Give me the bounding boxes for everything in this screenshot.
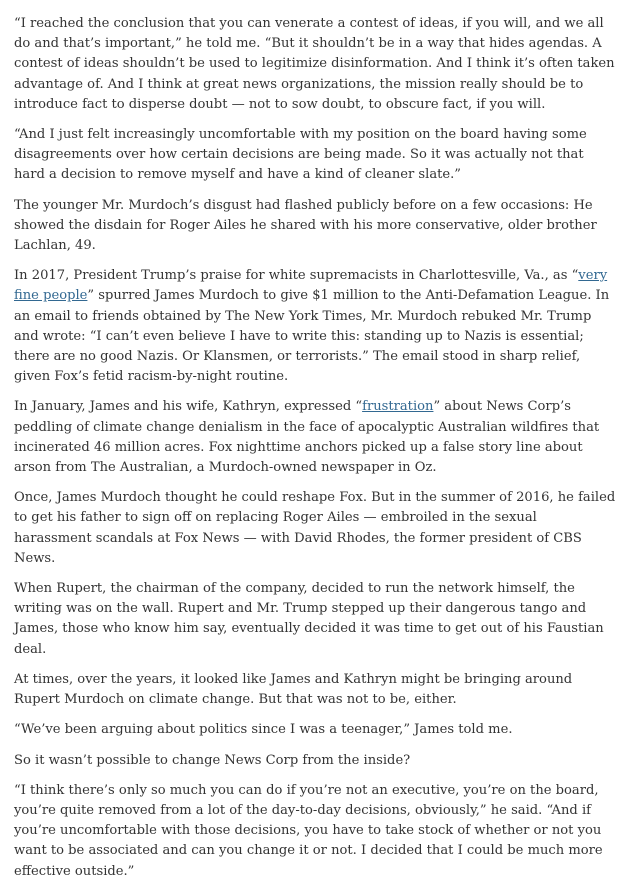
paragraph-5 (14, 397, 616, 478)
very-fine-people-link[interactable]: very fine people (14, 268, 608, 304)
paragraph-text: “I reached the conclusion that you can venerate a contest of ideas, if you will, and we all do and that’s important,” he told me. “But it shouldn’t be in a way that hides agendas. A contest of ideas shouldn’t be used to legitimize disinformation. And I think it’s often taken advantage of. And I think at great news organizations, the mission really should be to introduce fact to disperse doubt — not to sow doubt, to obscure fact, if you will. (14, 16, 615, 112)
article-body (14, 14, 616, 892)
paragraph-1 (14, 14, 616, 115)
paragraph-7 (14, 579, 616, 660)
paragraph-text: “And I just felt increasingly uncomfortable with my position on the board having some disagreements over how certain decisions are being made. So it was actually not that hard a decision to remove myself and have a kind of cleaner slate.” (14, 127, 587, 183)
paragraph-11 (14, 781, 616, 882)
paragraph-10 (14, 751, 616, 771)
paragraph-text: Once, James Murdoch thought he could reshape Fox. But in the summer of 2016, he failed to get his father to sign off on replacing Roger Ailes — embroiled in the sexual harassment scandals at Fox News — with David Rhodes, the former president of CBS News. (14, 490, 616, 566)
paragraph-text: “We’ve been arguing about politics since I was a teenager,” James told me. (14, 722, 513, 738)
paragraph-4 (14, 266, 616, 387)
paragraph-text: “I think there’s only so much you can do if you’re not an executive, you’re on the board, you’re quite removed from a lot of the day-to-day decisions, obviously,” he said. “And if you’re uncomfortable with those decisions, you have to take stock of whether or not you want to be associated and can you change it or not. I decided that I could be much more effective outside.” (14, 782, 603, 879)
paragraph-8 (14, 670, 616, 710)
paragraph-text: ” spurred James Murdoch to give $1 million to the Anti-Defamation League. In an email to friends obtained by The New York Times, Mr. Murdoch rebuked Mr. Trump and wrote: “I can’t even believe I have to write this: standing up to Nazis is essential; there are no good Nazis. Or Klansmen, or terrorists.” The email stood in sharp relief, given Fox’s fetid racism-by-night routine. (14, 288, 610, 385)
paragraph-9 (14, 720, 616, 740)
paragraph-2 (14, 125, 616, 186)
paragraph-3 (14, 196, 616, 257)
paragraph-6 (14, 488, 616, 569)
paragraph-text: So it wasn’t possible to change News Corp from the inside? (14, 752, 411, 768)
paragraph-text: ” about News Corp’s peddling of climate change denialism in the face of apocalyptic Australian wildfires that incinerated 46 million acres. Fox nighttime anchors picked up a false story line about arson from The Australian, a Murdoch-owned newspaper in Oz. (14, 399, 600, 476)
paragraph-text: In January, James and his wife, Kathryn, expressed “ (14, 399, 363, 415)
paragraph-text: In 2017, President Trump’s praise for white supremacists in Charlottesville, Va., as “ (14, 268, 579, 284)
frustration-link[interactable]: frustration (362, 399, 434, 415)
paragraph-text: At times, over the years, it looked like James and Kathryn might be bringing around Rupert Murdoch on climate change. But that was not to be, either. (14, 671, 573, 708)
paragraph-text: The younger Mr. Murdoch’s disgust had flashed publicly before on a few occasions: He showed the disdain for Roger Ailes he shared with his more conservative, older brother Lachlan, 49. (14, 197, 597, 254)
paragraph-text: When Rupert, the chairman of the company, decided to run the network himself, the writing was on the wall. Rupert and Mr. Trump stepped up their dangerous tango and James, those who know him say, eventually decided it was time to get out of his Faustian deal. (14, 581, 604, 657)
